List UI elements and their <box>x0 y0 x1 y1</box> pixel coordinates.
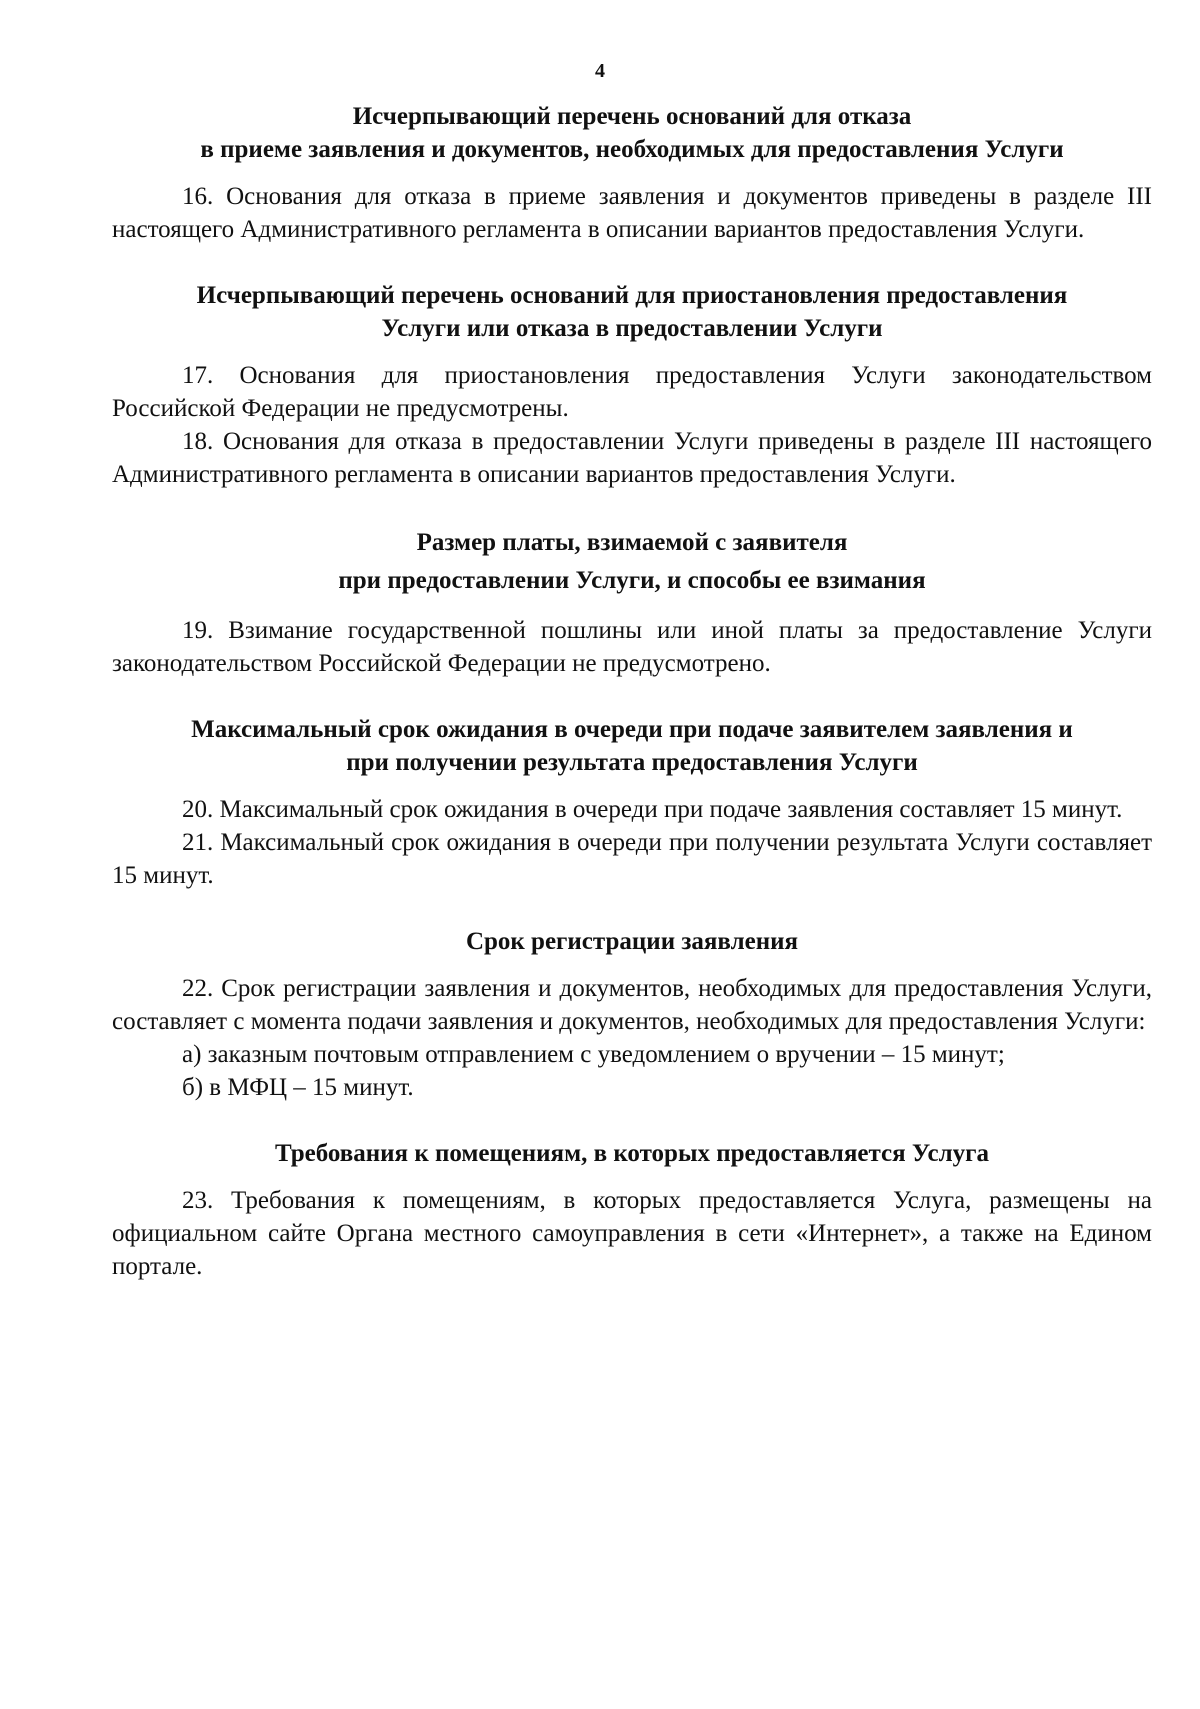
section-heading <box>112 279 1152 345</box>
page-number: 4 <box>595 60 605 82</box>
paragraph-21: 21. Максимальный срок ожидания в очереди при получении результата Услуги составляет 15 минут. <box>112 829 1152 889</box>
section-heading <box>112 100 1152 166</box>
paragraph-18: 18. Основания для отказа в предоставлении Услуги приведены в разделе III настоящего Административного регламента в описании вариантов предоставления Услуги. <box>112 428 1152 488</box>
paragraph-20: 20. Максимальный срок ожидания в очереди при подаче заявления составляет 15 минут. <box>182 796 1123 823</box>
section-suspension <box>112 279 1152 491</box>
paragraph-19: 19. Взимание государственной пошлины или иной платы за предоставление Услуги законодательством Российской Федерации не предусмотрено. <box>112 617 1152 677</box>
paragraph-22: 22. Срок регистрации заявления и документов, необходимых для предоставления Услуги, составляет с момента подачи заявления и документов, необходимых для предоставления Услуги: <box>112 975 1152 1035</box>
list-item: а) заказным почтовым отправлением с уведомлением о вручении – 15 минут; <box>182 1041 1005 1068</box>
section-fee <box>112 524 1152 680</box>
heading-line: Размер платы, взимаемой с заявителя <box>416 529 848 556</box>
heading-line: Максимальный срок ожидания в очереди при подаче заявителем заявления и <box>191 716 1073 743</box>
paragraph-23: 23. Требования к помещениям, в которых предоставляется Услуга, размещены на официальном сайте Органа местного самоуправления в сети «Интернет», а также на Едином портале. <box>112 1187 1152 1280</box>
section-heading <box>112 1137 1152 1170</box>
list-item: б) в МФЦ – 15 минут. <box>182 1074 414 1101</box>
heading-line: при получении результата предоставления Услуги <box>346 749 918 776</box>
section-refusal-acceptance <box>112 100 1152 246</box>
paragraph-17: 17. Основания для приостановления предоставления Услуги законодательством Российской Федерации не предусмотрены. <box>112 362 1152 422</box>
section-heading <box>112 713 1152 779</box>
heading-line: Исчерпывающий перечень оснований для приостановления предоставления <box>196 282 1068 309</box>
heading-line: Исчерпывающий перечень оснований для отказа <box>352 103 912 130</box>
heading-line: Услуги или отказа в предоставлении Услуги <box>381 315 883 342</box>
section-queue-time <box>112 713 1152 892</box>
heading-line: в приеме заявления и документов, необходимых для предоставления Услуги <box>200 136 1064 163</box>
section-registration-time <box>112 925 1152 1104</box>
document-body <box>112 100 1152 1283</box>
section-heading <box>112 925 1152 958</box>
section-premises <box>112 1137 1152 1283</box>
paragraph-16: 16. Основания для отказа в приеме заявления и документов приведены в разделе III настоящего Административного регламента в описании вариантов предоставления Услуги. <box>112 183 1152 243</box>
heading-line: Требования к помещениям, в которых предоставляется Услуга <box>274 1140 990 1167</box>
heading-line: Срок регистрации заявления <box>465 928 799 955</box>
heading-line: при предоставлении Услуги, и способы ее взимания <box>338 567 926 594</box>
section-heading <box>112 524 1152 600</box>
